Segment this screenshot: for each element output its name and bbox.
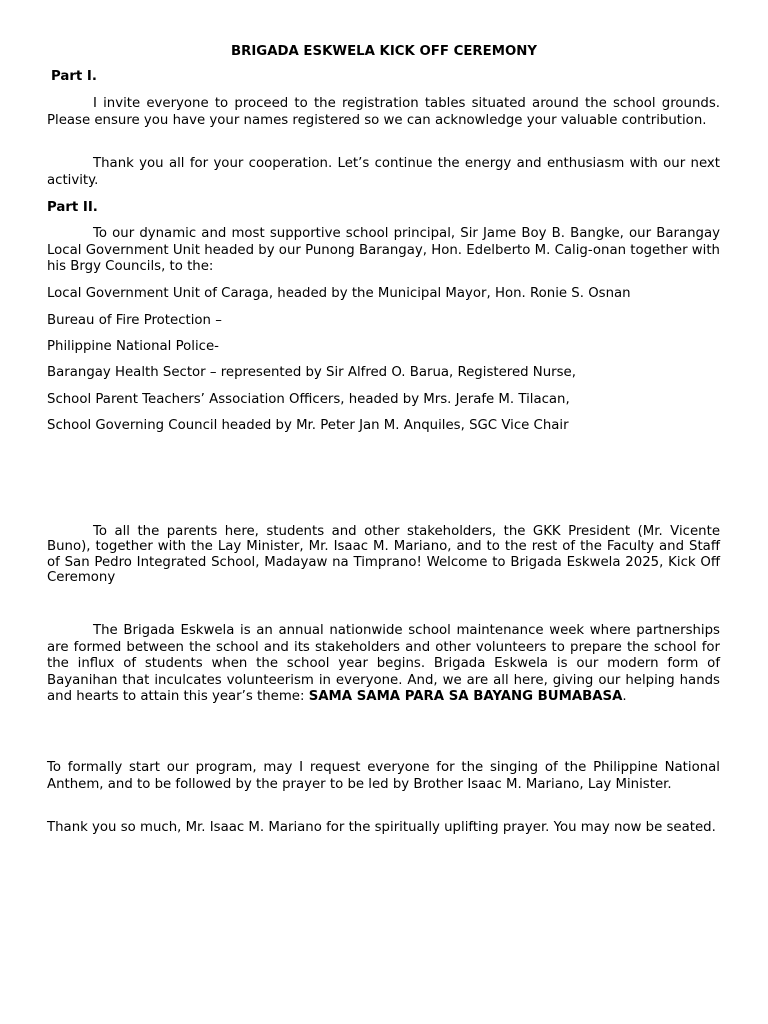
brigada-paragraph (47, 623, 720, 706)
document-title: BRIGADA ESKWELA KICK OFF CEREMONY (230, 44, 538, 59)
anthem-paragraph: To formally start our program, may I request everyone for the singing of the Philippine National Anthem, and to be followed by the prayer to be led by Brother Isaac M. Mariano, Lay Minister. (47, 760, 720, 792)
spta-line: School Parent Teachers’ Association Officers, headed by Mrs. Jerafe M. Tilacan, (47, 392, 570, 407)
health-sector-line: Barangay Health Sector – represented by Sir Alfred O. Barua, Registered Nurse, (47, 365, 576, 380)
lgu-caraga-line: Local Government Unit of Caraga, headed by the Municipal Mayor, Hon. Ronie S. Osnan (47, 286, 631, 301)
brigada-text: The Brigada Eskwela is an annual nationwide school maintenance week where partnerships are formed between the school and its stakeholders and other volunteers to prepare the school for the influx of students when the school year begins. Brigada Eskwela is our modern form of Bayanihan that inculcates volunteerism in everyone. And, we are all here, giving our helping hands and hearts to attain this year’s theme: (47, 623, 720, 705)
prayer-thanks-paragraph: Thank you so much, Mr. Isaac M. Mariano for the spiritually uplifting prayer. You may now be seated. (47, 820, 716, 835)
sgc-line: School Governing Council headed by Mr. Peter Jan M. Anquiles, SGC Vice Chair (47, 418, 569, 433)
thank-you-paragraph: Thank you all for your cooperation. Let’s continue the energy and enthusiasm with our next activity. (47, 156, 720, 188)
bfp-line: Bureau of Fire Protection – (47, 313, 222, 328)
pnp-line: Philippine National Police- (47, 339, 219, 354)
part-1-heading: Part I. (51, 69, 97, 84)
welcome-paragraph: To all the parents here, students and other stakeholders, the GKK President (Mr. Vicente Buno), together with the Lay Minister, Mr. Isaac M. Mariano, and to the rest of the Faculty and Staff of San Pedro Integrated School, Madayaw na Timprano! Welcome to Brigada Eskwela 2025, Kick Off Ceremony (47, 524, 720, 586)
part-2-heading: Part II. (47, 200, 98, 215)
theme-text: SAMA SAMA PARA SA BAYANG BUMABASA (308, 689, 623, 705)
registration-paragraph: I invite everyone to proceed to the registration tables situated around the school grounds. Please ensure you have your names registered so we can acknowledge your valuable contribution. (47, 96, 720, 128)
acknowledgement-paragraph: To our dynamic and most supportive school principal, Sir Jame Boy B. Bangke, our Barangay Local Government Unit headed by our Punong Barangay, Hon. Edelberto M. Calig-onan together with his Brgy Councils, to the: (47, 226, 720, 275)
theme-period: . (622, 689, 627, 705)
